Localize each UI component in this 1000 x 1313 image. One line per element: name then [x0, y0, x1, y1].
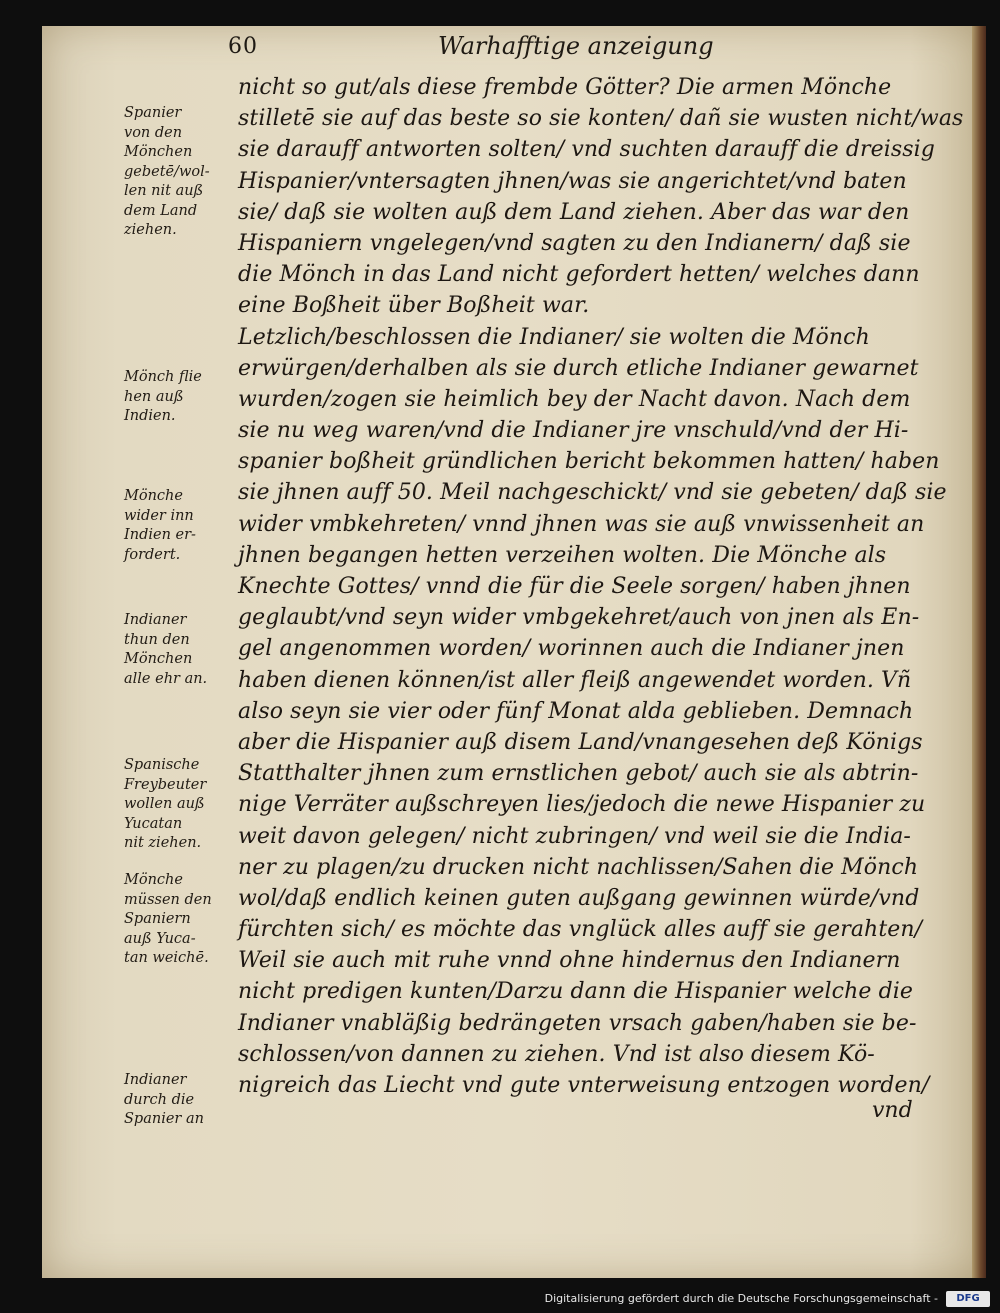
margin-note-line: Yucatan — [124, 815, 183, 832]
body-text-line: jhnen begangen hetten verzeihen wolten. Die Mönche als — [238, 542, 887, 568]
body-text-line: nigreich das Liecht vnd gute vnterweisung entzogen worden/ — [238, 1073, 930, 1098]
margin-note-line: von den — [124, 124, 183, 141]
body-text — [238, 72, 964, 1101]
margin-note-line: tan weichē. — [124, 950, 209, 966]
margin-note-line: Indien er- — [124, 527, 196, 543]
running-title: Warhafftige anzeigung — [438, 32, 714, 60]
margin-note-line: dem Land — [124, 202, 198, 219]
margin-note-7 — [124, 1071, 246, 1130]
body-text-line: nicht predigen kunten/Darzu dann die Hispanier welche die — [238, 979, 914, 1005]
margin-note-5 — [124, 756, 246, 854]
body-text-line: Statthalter jhnen zum ernstlichen gebot/ auch sie als abtrin- — [238, 761, 919, 787]
margin-note-line: Mönch flie — [124, 369, 202, 385]
body-text-line: schlossen/von dannen zu ziehen. Vnd ist also diesem Kö- — [238, 1041, 875, 1067]
body-text-line: die Mönch in das Land nicht gefordert hetten/ welches dann — [238, 262, 920, 288]
margin-note-line: Spanier — [124, 105, 182, 121]
body-text-line: geglaubt/vnd seyn wider vmbgekehret/auch von jnen als En- — [238, 605, 920, 631]
catchword: vnd — [872, 1098, 913, 1123]
book-spine-edge — [972, 26, 986, 1278]
margin-note-line: Mönche — [124, 872, 183, 888]
body-text-line: stilletē sie auf das beste so sie konten/ dañ sie wusten nicht/was — [238, 106, 964, 132]
margin-note-line: durch die — [124, 1091, 195, 1108]
margin-note-line: Indianer — [124, 612, 187, 628]
margin-note-line: Mönche — [124, 488, 183, 504]
margin-note-line: Spanier an — [124, 1111, 204, 1127]
page-number: 60 — [228, 34, 258, 59]
margin-note-line: nit ziehen. — [124, 835, 202, 851]
body-text-line: erwürgen/derhalben als sie durch etliche Indianer gewarnet — [238, 355, 919, 381]
margin-note-line: Spaniern — [124, 911, 191, 927]
body-text-line: ner zu plagen/zu drucken nicht nachlissen/Sahen die Mönch — [238, 854, 919, 880]
body-text-line: sie nu weg waren/vnd die Indianer jre vnschuld/vnd der Hi- — [238, 418, 909, 444]
body-text-line: Knechte Gottes/ vnnd die für die Seele sorgen/ haben jhnen — [238, 574, 911, 599]
dfg-logo: DFG — [946, 1291, 990, 1307]
margin-note-4 — [124, 611, 246, 689]
body-text-line: Indianer vnabläßig bedrängeten vrsach gaben/haben sie be- — [238, 1010, 917, 1036]
margin-note-1 — [124, 104, 246, 241]
body-text-line: wurden/zogen sie heimlich bey der Nacht davon. Nach dem — [238, 386, 911, 412]
margin-note-line: len nit auß — [124, 183, 204, 199]
margin-note-line: gebetē/wol- — [124, 163, 210, 180]
body-text-line: wider vmbkehreten/ vnnd jhnen was sie auß vnwissenheit an — [238, 511, 925, 537]
margin-note-3 — [124, 487, 246, 565]
body-text-line: eine Boßheit über Boßheit war. — [238, 293, 590, 319]
margin-note-line: alle ehr an. — [124, 670, 208, 687]
margin-note-line: Spanische — [124, 757, 200, 773]
margin-note-line: hen auß — [124, 388, 184, 405]
body-text-line: gel angenommen worden/ worinnen auch die Indianer jnen — [238, 636, 905, 662]
body-text-line: nicht so gut/als diese frembde Götter? Die armen Mönche — [238, 75, 892, 100]
body-text-line: sie jhnen auff 50. Meil nachgeschickt/ vnd sie gebeten/ daß sie — [238, 480, 947, 506]
body-text-line: Letzlich/beschlossen die Indianer/ sie wolten die Mönch — [238, 324, 870, 350]
body-text-line: wol/daß endlich keinen guten außgang gewinnen würde/vnd — [238, 885, 920, 911]
margin-note-2 — [124, 368, 246, 427]
body-text-line: haben dienen können/ist aller fleiß angewendet worden. Vñ — [238, 667, 912, 693]
body-text-line: aber die Hispanier auß disem Land/vnangesehen deß Königs — [238, 729, 923, 755]
body-text-line: sie darauff antworten solten/ vnd suchten darauff die dreissig — [238, 137, 935, 163]
body-text-line: Weil sie auch mit ruhe vnnd ohne hindernus den Indianern — [238, 948, 901, 974]
margin-note-line: Indianer — [124, 1072, 187, 1088]
body-text-line: nige Verräter außschreyen lies/jedoch die newe Hispanier zu — [238, 792, 926, 818]
body-text-line: Hispaniern vngelegen/vnd sagten zu den Indianern/ daß sie — [238, 230, 911, 256]
margin-note-line: Mönchen — [124, 144, 193, 160]
body-text-line: fürchten sich/ es möchte das vnglück alles auff sie gerahten/ — [238, 917, 923, 943]
body-text-line: sie/ daß sie wolten auß dem Land ziehen. Aber das war den — [238, 199, 910, 225]
margin-note-line: wollen auß — [124, 796, 205, 812]
body-text-line: weit davon gelegen/ nicht zubringen/ vnd weil sie die India- — [238, 823, 911, 849]
body-text-line: spanier boßheit gründlichen bericht bekommen hatten/ haben — [238, 449, 940, 475]
margin-note-line: Indien. — [124, 408, 176, 424]
margin-note-line: fordert. — [124, 546, 181, 563]
body-text-line: also seyn sie vier oder fünf Monat alda geblieben. Demnach — [238, 698, 914, 724]
margin-note-line: thun den — [124, 631, 190, 648]
body-text-line: Hispanier/vntersagten jhnen/was sie angerichtet/vnd baten — [238, 168, 907, 194]
margin-note-line: ziehen. — [124, 222, 177, 238]
margin-note-line: auß Yuca- — [124, 930, 196, 947]
margin-note-line: Freybeuter — [124, 776, 207, 793]
digitization-credit: Digitalisierung gefördert durch die Deutsche Forschungsgemeinschaft - — [544, 1292, 938, 1305]
margin-note-line: müssen den — [124, 891, 212, 908]
margin-note-6 — [124, 871, 246, 969]
margin-note-line: Mönchen — [124, 651, 193, 667]
margin-note-line: wider inn — [124, 507, 194, 524]
